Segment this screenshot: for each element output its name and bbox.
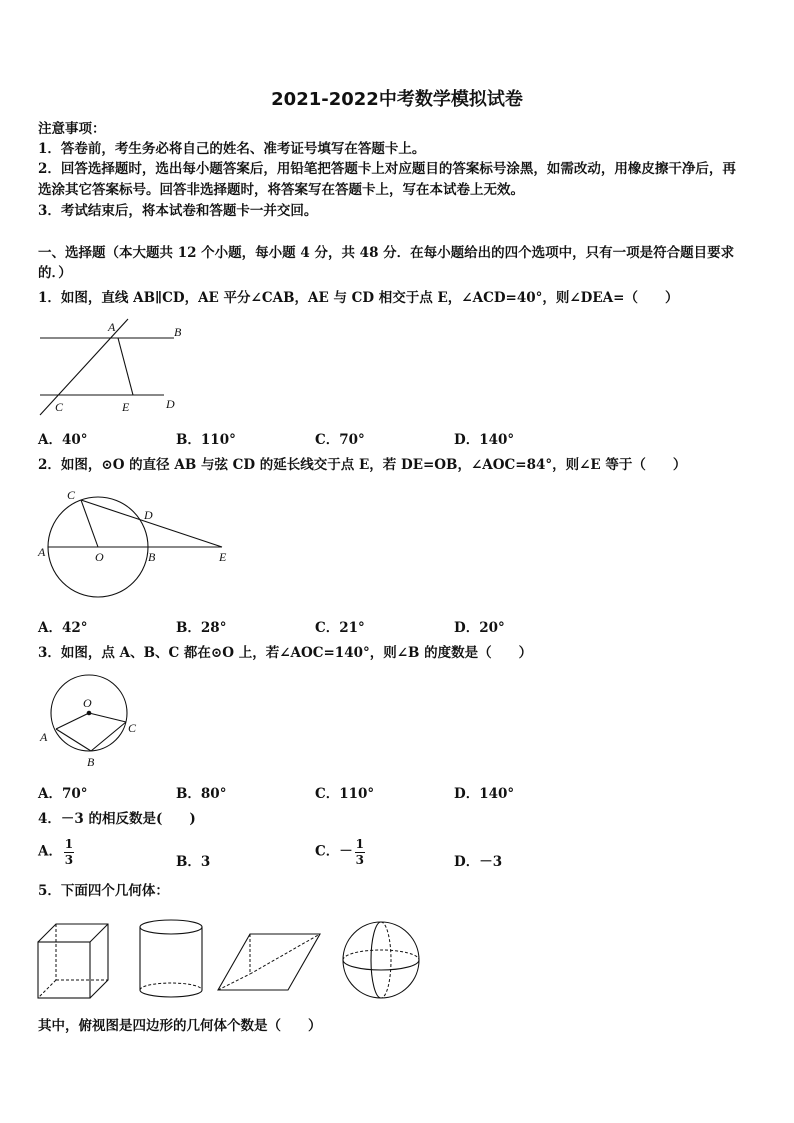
- fraction-denominator: 3: [64, 852, 74, 867]
- q1-figure: [36, 318, 186, 418]
- q1-label-a: A: [108, 320, 116, 334]
- q3-option-d[interactable]: D．140°: [454, 786, 515, 802]
- q2-option-d[interactable]: D．20°: [454, 620, 505, 636]
- sphere-figure: [340, 918, 424, 1002]
- q3-option-c[interactable]: C．110°: [315, 786, 375, 802]
- prism-figure: [214, 928, 326, 998]
- q1-label-c: C: [55, 400, 64, 414]
- q1-label-e: E: [122, 400, 130, 414]
- fraction-numerator: 1: [355, 837, 364, 851]
- q4-option-a-prefix: A．: [38, 843, 62, 860]
- fraction-denominator: 3: [355, 852, 364, 867]
- q3-label-o: O: [83, 696, 92, 710]
- notice-heading: 注意事项：: [38, 121, 106, 137]
- q3-option-a[interactable]: A．70°: [38, 786, 88, 802]
- q2-label-o: O: [95, 550, 104, 564]
- cylinder-figure: [136, 918, 208, 1002]
- q2-label-b: B: [148, 550, 156, 564]
- q4-option-a[interactable]: [38, 838, 76, 866]
- q2-figure: [36, 486, 236, 601]
- q3-label-c: C: [128, 721, 137, 735]
- q4-option-a-fraction: [64, 838, 74, 866]
- q3-option-b[interactable]: B．80°: [176, 786, 227, 802]
- q2-label-c: C: [67, 488, 76, 502]
- q4-option-b[interactable]: B．3: [176, 854, 211, 870]
- q3-label-a: A: [40, 730, 48, 744]
- section-heading-line-2: 的．）: [38, 265, 72, 281]
- q2-option-b[interactable]: B．28°: [176, 620, 227, 636]
- cube-figure: [36, 922, 116, 1002]
- q1-option-c[interactable]: C．70°: [315, 432, 365, 448]
- notice-line-3: 3．考试结束后，将本试卷和答题卡一并交回。: [38, 203, 318, 219]
- q2-option-a[interactable]: A．42°: [38, 620, 88, 636]
- q2-option-c[interactable]: C．21°: [315, 620, 365, 636]
- notice-line-2a: 2．回答选择题时，选出每小题答案后，用铅笔把答题卡上对应题目的答案标号涂黑，如需改动，用橡皮擦干净后，再: [38, 161, 736, 177]
- q4-option-d[interactable]: D．－3: [454, 854, 503, 870]
- q2-label-a: A: [38, 545, 46, 559]
- q5-stem: 5．下面四个几何体：: [38, 883, 169, 899]
- notice-line-1: 1．答卷前，考生务必将自己的姓名、准考证号填写在答题卡上。: [38, 141, 426, 157]
- q4-option-c-prefix: C．－: [315, 843, 353, 860]
- q3-figure: [36, 671, 146, 771]
- q1-stem: 1．如图，直线 AB∥CD，AE 平分∠CAB，AE 与 CD 相交于点 E，∠ACD=40°，则∠DEA=（ ）: [38, 290, 679, 306]
- q2-label-d: D: [144, 508, 153, 522]
- q1-label-d: D: [166, 397, 175, 411]
- q5-question: 其中，俯视图是四边形的几何体个数是（ ）: [38, 1018, 322, 1034]
- q1-option-b[interactable]: B．110°: [176, 432, 236, 448]
- fraction-numerator: 1: [64, 837, 74, 851]
- q4-option-c-fraction: [355, 838, 365, 866]
- q2-label-e: E: [219, 550, 227, 564]
- section-heading-line-1: 一、选择题（本大题共 12 个小题，每小题 4 分，共 48 分．在每小题给出的四个选项中，只有一项是符合题目要求: [38, 245, 735, 261]
- q4-stem: 4．－3 的相反数是( ): [38, 811, 196, 827]
- notice-line-2b: 选涂其它答案标号。回答非选择题时，将答案写在答题卡上，写在本试卷上无效。: [38, 182, 524, 198]
- q3-stem: 3．如图，点 A、B、C 都在⊙O 上，若∠AOC=140°，则∠B 的度数是（ ）: [38, 645, 533, 661]
- q1-option-a[interactable]: A．40°: [38, 432, 88, 448]
- q3-label-b: B: [87, 755, 95, 769]
- q2-stem: 2．如图，⊙O 的直径 AB 与弦 CD 的延长线交于点 E，若 DE=OB，∠AOC=84°，则∠E 等于（ ）: [38, 457, 687, 473]
- page-title: 2021-2022中考数学模拟试卷: [271, 89, 523, 110]
- q1-label-b: B: [174, 325, 182, 339]
- q1-option-d[interactable]: D．140°: [454, 432, 515, 448]
- q4-option-c[interactable]: [315, 838, 367, 866]
